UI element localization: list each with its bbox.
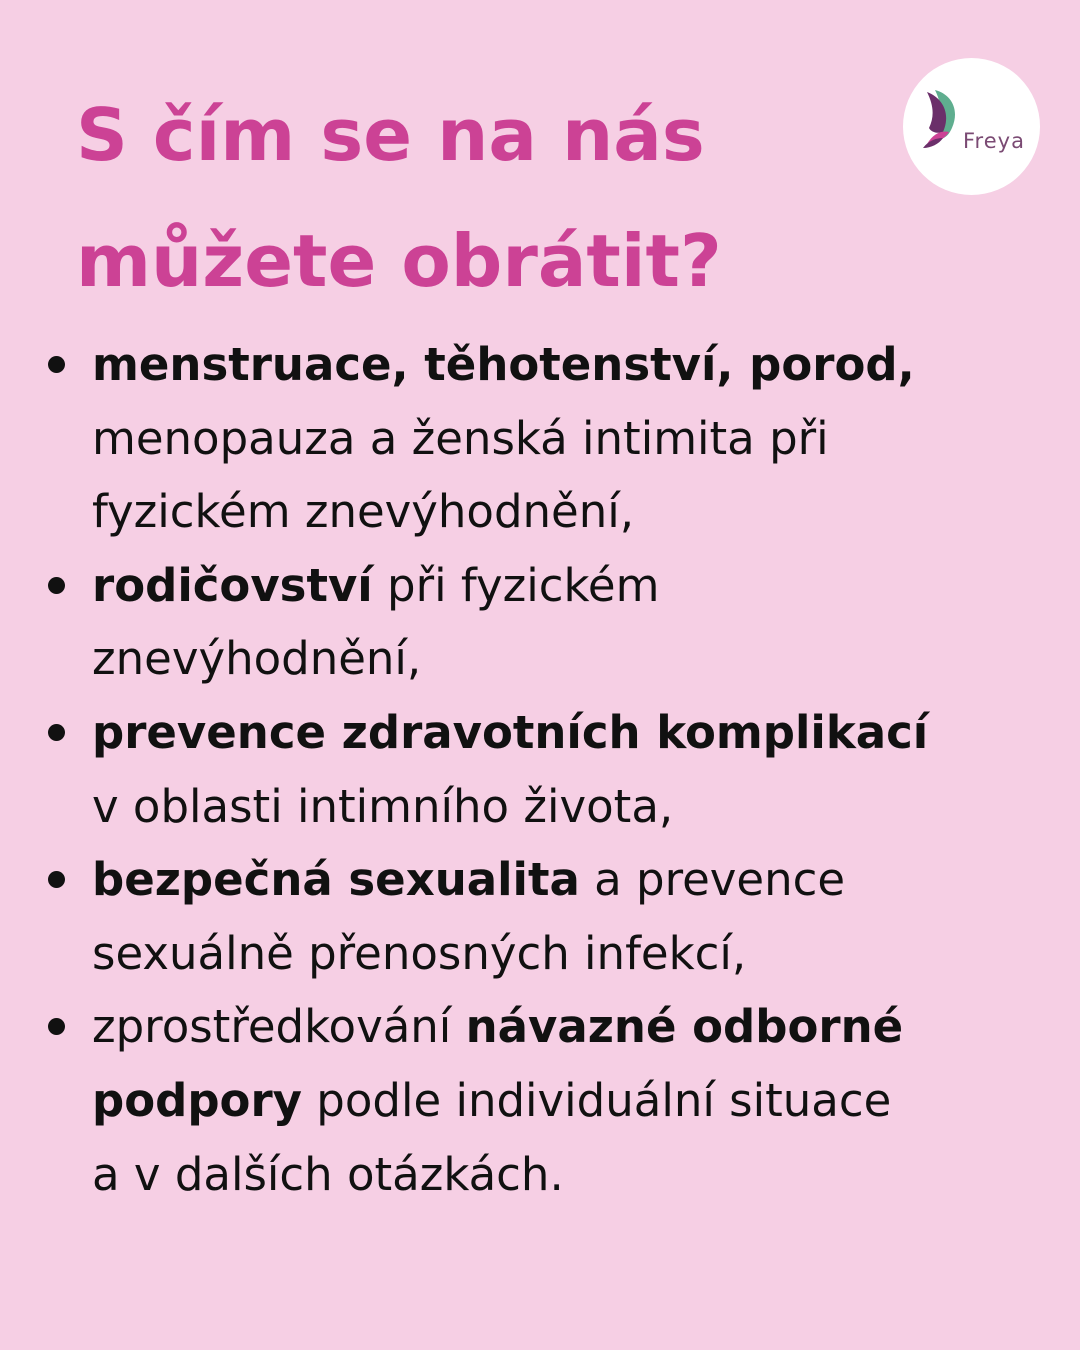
item-bold-text: podpory [92,1073,302,1127]
list-item [92,696,1052,843]
title-line-1: S čím se na nás [76,93,705,177]
bullet-icon [48,356,65,373]
freya-logo [903,58,1040,195]
item-line: a v dalších otázkách. [92,1147,564,1201]
item-bold-text: návazné odborné [465,1000,904,1054]
item-line: sexuálně přenosných infekcí, [92,926,747,980]
list-item [92,328,1052,549]
item-line [92,1064,1052,1138]
list-item [92,843,1052,990]
item-line: menopauza a ženská intimita při [92,411,829,465]
butterfly-icon [921,88,967,150]
item-line: fyzickém znevýhodnění, [92,485,635,539]
item-text: a prevence [579,853,846,907]
topic-list [92,328,1052,1211]
bullet-icon [48,1018,65,1035]
item-bold-text: menstruace, těhotenství, porod, [92,338,915,391]
item-line [92,696,1052,770]
item-line [92,328,1052,402]
item-line: znevýhodnění, [92,632,422,686]
item-text: podle individuální situace [302,1073,892,1127]
item-line: v oblasti intimního života, [92,779,674,833]
item-line [92,990,1052,1064]
item-line [92,549,1052,623]
bullet-icon [48,724,65,741]
bullet-icon [48,577,65,594]
item-line [92,843,1052,917]
list-item [92,549,1052,696]
item-text: zprostředkování [92,1000,466,1054]
logo-text: Freya [963,129,1025,153]
page-title [76,72,876,324]
title-line-2: můžete obrátit? [76,219,722,303]
item-bold-text: bezpečná sexualita [92,853,580,907]
bullet-icon [48,871,65,888]
list-item [92,990,1052,1211]
item-bold-text: rodičovství [92,558,373,612]
item-text: při fyzickém [372,558,660,612]
item-bold-text: prevence zdravotních komplikací [92,705,929,759]
